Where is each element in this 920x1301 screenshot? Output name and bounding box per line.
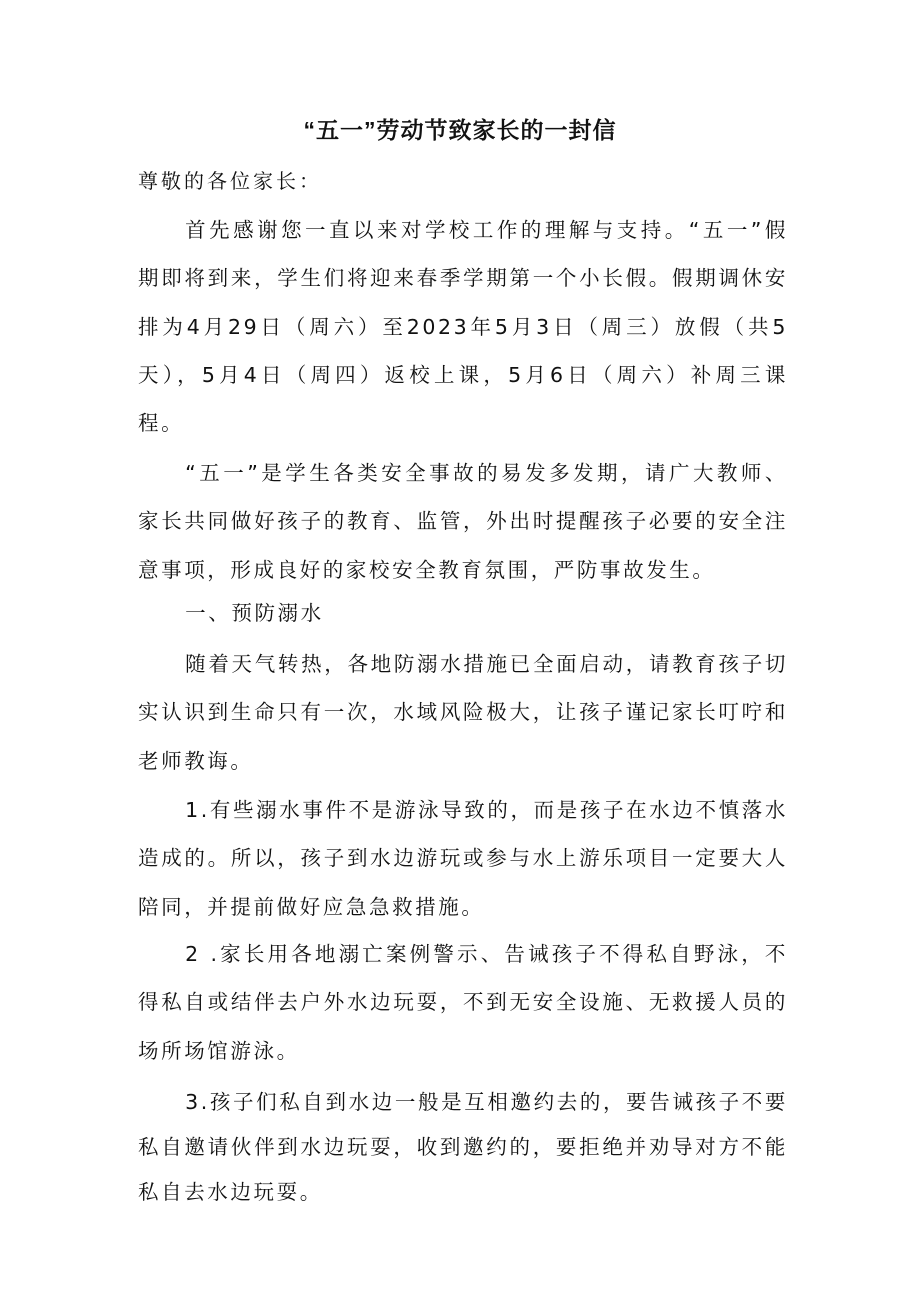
list-item-3: 3.孩子们私自到水边一般是互相邀约去的，要告诫孩子不要私自邀请伙伴到水边玩耍，收到邀约的，要拒绝并劝导对方不能私自去水边玩耍。 bbox=[138, 1090, 788, 1204]
document-title: “五一”劳动节致家长的一封信 bbox=[303, 117, 617, 143]
paragraph-drowning-intro: 随着天气转热，各地防溺水措施已全面启动，请教育孩子切实认识到生命只有一次，水域风险极大，让孩子谨记家长叮咛和老师教诲。 bbox=[138, 652, 788, 773]
paragraph-safety: “五一”是学生各类安全事故的易发多发期，请广大教师、家长共同做好孩子的教育、监管，外出时提醒孩子必要的安全注意事项，形成良好的家校安全教育氛围，严防事故发生。 bbox=[138, 461, 788, 582]
list-item-1: 1.有些溺水事件不是游泳导致的，而是孩子在水边不慎落水造成的。所以，孩子到水边游玩或参与水上游乐项目一定要大人陪同，并提前做好应急急救措施。 bbox=[138, 798, 788, 919]
paragraph-intro: 首先感谢您一直以来对学校工作的理解与支持。“五一”假期即将到来，学生们将迎来春季学期第一个小长假。假期调休安排为4月29日（周六）至2023年5月3日（周三）放假（共5天），5月4日（周四）返校上课，5月6日（周六）补周三课程。 bbox=[138, 218, 788, 436]
list-item-2: 2 .家长用各地溺亡案例警示、告诫孩子不得私自野泳，不得私自或结伴去户外水边玩耍，不到无安全设施、无救援人员的场所场馆游泳。 bbox=[138, 942, 788, 1063]
section-heading-drowning: 一、预防溺水 bbox=[185, 601, 324, 625]
salutation: 尊敬的各位家长： bbox=[138, 169, 322, 193]
